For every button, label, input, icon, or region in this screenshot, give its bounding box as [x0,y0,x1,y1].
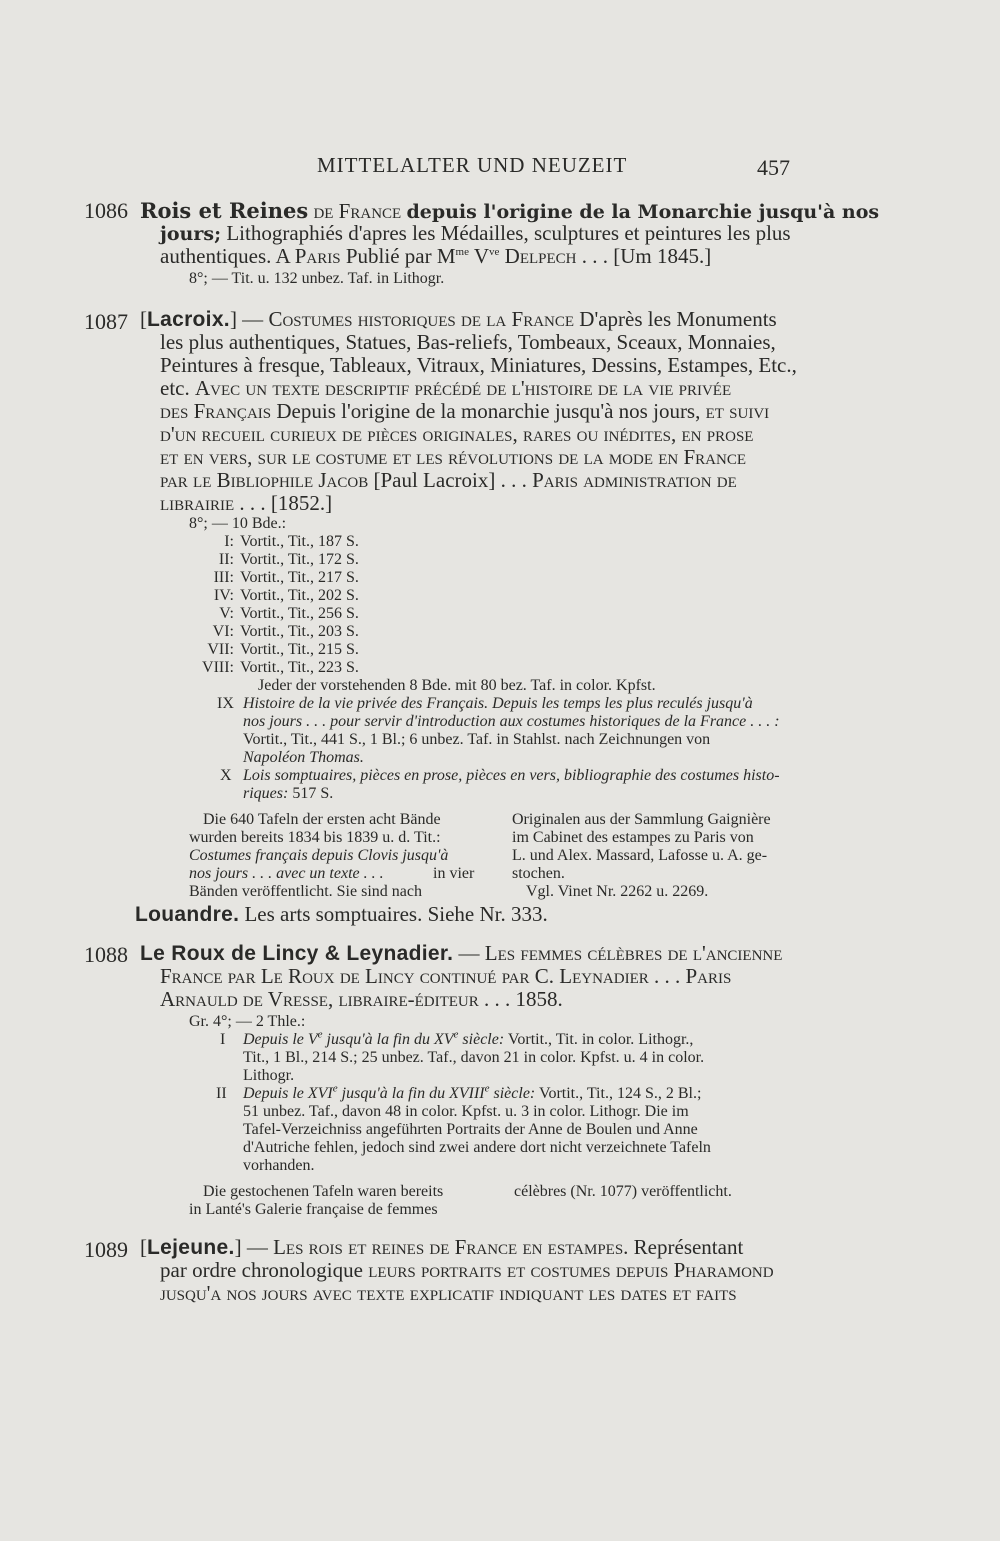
volume-desc: 51 unbez. Taf., davon 48 in color. Kpfst. u. 3 in color. Lithogr. Die im [243,1103,689,1120]
volume-desc: Histoire de la vie privée des Français. Depuis les temps les plus reculés jusqu'à [243,695,753,712]
volume-roman: VII: [207,641,234,658]
note-line: in vier [433,865,475,882]
italic-text: siècle: [462,1031,505,1048]
volume-desc: vorhanden. [243,1157,315,1174]
small-caps-text: leurs portraits et costumes depuis Pharamond [368,1258,774,1282]
superscript: e [332,1082,338,1095]
note-line: im Cabinet des estampes zu Paris von [512,829,754,846]
note-line: L. und Alex. Massard, Lafosse u. A. ge- [512,847,768,864]
entry-text: etc. [160,376,190,400]
entry-text: Lithographiés d'apres les Médailles, sculptures et peintures les plus [226,221,791,245]
entry-line [160,987,563,1012]
blackletter-title: jours; [160,223,222,245]
collation-line: 8°; — Tit. u. 132 unbez. Taf. in Lithogr. [189,270,445,287]
volume-desc: Vortit., Tit., 256 S. [240,605,359,622]
small-caps-text: et suivi [705,399,770,423]
note-line: Bänden veröffentlicht. Sie sind nach [189,883,422,900]
entry-line [140,307,777,332]
entry-text: par ordre chronologique [160,1258,363,1282]
small-caps-text: Paris administration de [532,468,737,492]
note-line: célèbres (Nr. 1077) veröffentlicht. [514,1183,732,1200]
entry-line [160,399,769,424]
entry-number: 1087 [84,309,128,334]
small-caps-text: — Les femmes célèbres de l'ancienne [458,941,783,965]
note-line: in Lanté's Galerie française de femmes [189,1201,438,1218]
entry-number: 1086 [84,198,128,223]
volume-roman: III: [213,569,234,586]
entry-line [135,902,548,927]
entry-line: France par Le Roux de Lincy continué par C. Leynadier . . . Paris [160,964,732,988]
volume-roman: II [216,1085,227,1102]
volume-roman: IX [217,695,234,712]
volume-desc [243,1028,694,1049]
small-caps-text: librairie [160,491,235,515]
small-caps-text: Arnauld de Vresse, libraire-éditeur [160,987,479,1011]
superscript: e [317,1028,323,1041]
entry-number: 1088 [84,942,128,967]
volume-desc [243,1082,702,1103]
entry-text: authentiques. A [160,244,290,268]
italic-text: jusqu'à la fin du XVIII [341,1085,485,1102]
bracket: [ [140,307,147,331]
volume-desc: Vortit., Tit., 203 S. [240,623,359,640]
entry-line: les plus authentiques, Statues, Bas-reliefs, Tombeaux, Sceaux, Monnaies, [160,330,776,354]
volume-roman: VI: [212,623,234,640]
entry-text: 517 S. [292,785,334,802]
small-caps-text: de France [313,199,402,223]
volume-desc: Vortit., Tit., 215 S. [240,641,359,658]
italic-text: jusqu'à la fin du XV [326,1031,454,1048]
note-line: wurden bereits 1834 bis 1839 u. d. Tit.: [189,829,441,846]
entry-text: . . . [Um 1845.] [581,244,712,268]
entry-text: . . . [1852.] [239,491,333,515]
small-caps-text: des Français [160,399,272,423]
entry-text: Les arts somptuaires. Siehe Nr. 333. [244,902,548,926]
small-caps-text: Costumes historiques de la France [268,307,575,331]
note-line: Originalen aus der Sammlung Gaignière [512,811,771,828]
bracket: ] — [234,1235,268,1259]
entry-line [160,1258,774,1283]
volume-roman: X [220,767,232,784]
entry-text: Depuis l'origine de la monarchie jusqu'à nos jours, [276,399,701,423]
author-name: Lacroix. [147,308,230,331]
blackletter-title: Rois et Reines [140,198,309,223]
superscript: ve [489,246,500,258]
volume-roman: VIII: [202,659,234,676]
entry-line [140,941,782,966]
bracket: [ [140,1235,147,1259]
blackletter-title: depuis l'origine de la Monarchie jusqu'à nos [406,201,880,223]
volume-desc: Vortit., Tit., 217 S. [240,569,359,586]
entry-line [160,468,737,493]
volume-desc: Vortit., Tit., 202 S. [240,587,359,604]
note-line: Vgl. Vinet Nr. 2262 u. 2269. [526,883,709,900]
small-caps-text: Avec un texte descriptif précédé de l'histoire de la vie privée [194,376,732,400]
volume-roman: IV: [213,587,234,604]
entry-text: D'après les Monuments [579,307,777,331]
note-line: Die gestochenen Tafeln waren bereits [203,1183,444,1200]
superscript: e [484,1082,490,1095]
volume-desc: Vortit., Tit., 172 S. [240,551,359,568]
page-number: 457 [757,155,790,180]
entry-line [160,221,791,246]
entry-line: Peintures à fresque, Tableaux, Vitraux, Miniatures, Dessins, Estampes, Etc., [160,353,797,377]
entry-text: . . . 1858. [484,987,563,1011]
volume-desc: Lois somptuaires, pièces en prose, pièces en vers, bibliographie des costumes histo- [243,767,780,784]
note-line: nos jours . . . avec un texte . . . [189,865,384,882]
volume-desc: d'Autriche fehlen, jedoch sind zwei andere dort nicht verzeichnete Tafeln [243,1139,711,1156]
collation-line: 8°; — 10 Bde.: [189,515,287,532]
running-title: MITTELALTER UND NEUZEIT [317,153,628,177]
volume-desc: Tit., 1 Bl., 214 S.; 25 unbez. Taf., davon 21 in color. Kpfst. u. 4 in color. [243,1049,705,1066]
volume-note: Jeder der vorstehenden 8 Bde. mit 80 bez. Taf. in color. Kpfst. [258,677,656,694]
small-caps-text: par le Bibliophile Jacob [160,468,369,492]
volume-roman: II: [218,551,234,568]
entry-text: Vortit., Tit., 124 S., 2 Bl.; [538,1085,702,1102]
superscript: e [453,1028,459,1041]
entry-text: Représentant [633,1235,744,1259]
entry-text: Vortit., Tit. in color. Lithogr., [507,1031,694,1048]
collation-line: Gr. 4°; — 2 Thle.: [189,1013,306,1030]
entry-line: jusqu'a nos jours avec texte explicatif indiquant les dates et faits [160,1281,737,1305]
bracket: ] — [229,307,264,331]
superscript: me [455,246,469,258]
author-name: Lejeune. [147,1236,235,1259]
volume-desc: Napoléon Thomas. [243,749,364,766]
volume-desc: Vortit., Tit., 187 S. [240,533,359,550]
italic-text: Depuis le V [243,1031,318,1048]
italic-text: siècle: [493,1085,536,1102]
author-name: Louandre. [135,903,240,926]
entry-line: d'un recueil curieux de pièces originales, rares ou inédites, en prose [160,422,754,446]
entry-text: V [473,244,490,268]
small-caps-text: Paris [294,244,341,268]
entry-line [160,244,711,269]
volume-desc: Lithogr. [243,1067,295,1084]
entry-line [160,491,332,516]
entry-line: et en vers, sur le costume et les révolutions de la mode en France [160,445,746,469]
volume-roman: I [220,1031,226,1048]
entry-line [140,1235,743,1260]
small-caps-text: Les rois et reines de France en estampes. [273,1235,629,1259]
author-name: Le Roux de Lincy & Leynadier. [140,942,454,965]
entry-text: [Paul Lacroix] . . . [373,468,527,492]
entry-text: Publié par M [345,244,456,268]
volume-desc: nos jours . . . pour servir d'introduction aux costumes historiques de la France . . . : [243,713,780,730]
volume-desc: Vortit., Tit., 223 S. [240,659,359,676]
italic-text: riques: [243,785,289,802]
note-line: Die 640 Tafeln der ersten acht Bände [203,811,441,828]
volume-desc: Tafel-Verzeichniss angeführten Portraits der Anne de Boulen und Anne [243,1121,698,1138]
volume-roman: I: [224,533,234,550]
entry-number: 1089 [84,1237,128,1262]
volume-desc: Vortit., Tit., 441 S., 1 Bl.; 6 unbez. Taf. in Stahlst. nach Zeichnungen von [243,731,711,748]
volume-roman: V: [219,605,234,622]
volume-desc [243,785,333,803]
small-caps-text: Delpech [504,244,577,268]
note-line: Costumes français depuis Clovis jusqu'à [189,847,449,864]
entry-line [160,376,731,401]
italic-text: Depuis le XVI [243,1085,333,1102]
note-line: stochen. [512,865,565,882]
